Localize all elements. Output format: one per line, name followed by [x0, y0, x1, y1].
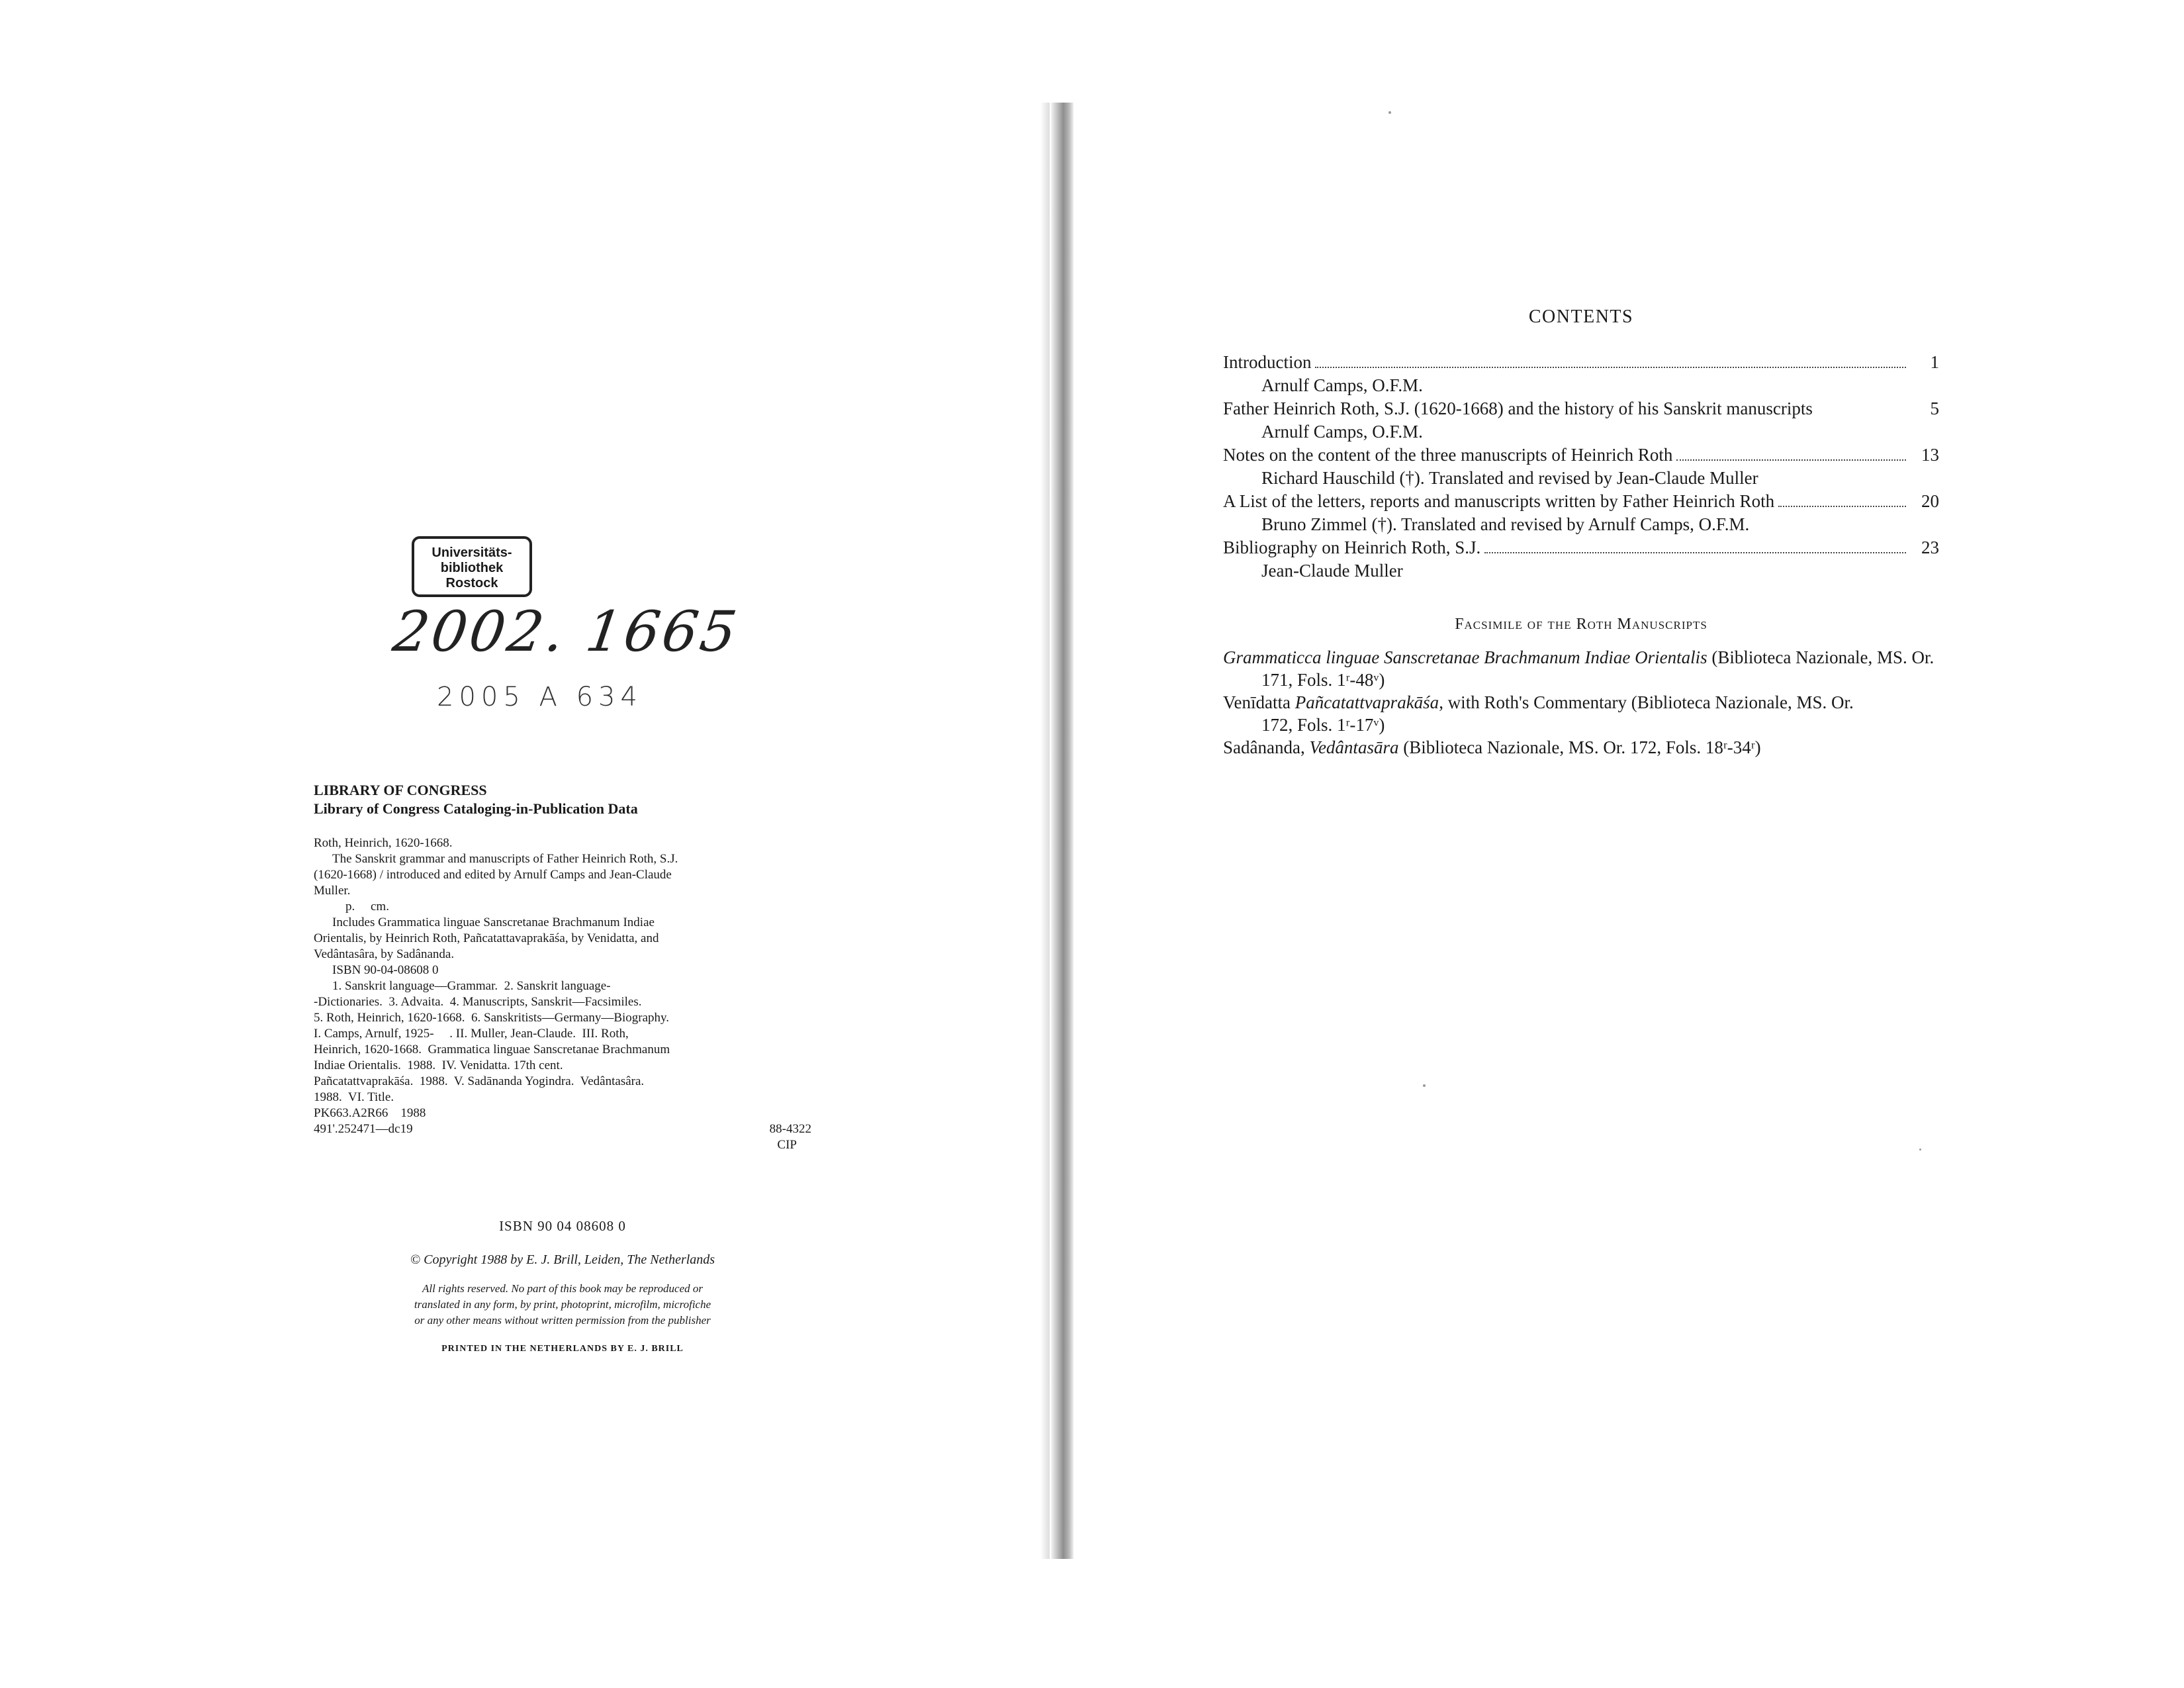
- facsimile-author: Venīdatta: [1223, 692, 1295, 712]
- toc-entry: [1223, 490, 1939, 513]
- cip-record: [314, 835, 811, 1153]
- toc-title: Notes on the content of the three manuscripts of Heinrich Roth: [1223, 445, 1673, 465]
- cip-line: 1988. VI. Title.: [314, 1090, 394, 1104]
- cip-line: Vedântasâra, by Sadânanda.: [314, 947, 455, 961]
- contents-heading: CONTENTS: [1528, 306, 1634, 327]
- facsimile-entry: [1223, 691, 1939, 714]
- facsimile-folios: 172, Fols. 1ʳ-17ᵛ): [1261, 715, 1385, 735]
- printer-line: PRINTED IN THE NETHERLANDS BY E. J. BRILL: [441, 1344, 684, 1354]
- cip-line: I. Camps, Arnulf, 1925- . II. Muller, Jean-Claude. III. Roth,: [314, 1027, 629, 1041]
- facsimile-list: [1223, 646, 1939, 759]
- table-of-contents: [1223, 351, 1939, 583]
- cip-line: 5. Roth, Heinrich, 1620-1668. 6. Sanskritists—Germany—Biography.: [314, 1011, 670, 1025]
- cip-line: PK663.A2R66 1988: [314, 1106, 426, 1120]
- facsimile-work-title: Grammaticca linguae Sanscretanae Brachmanum Indiae Orientalis: [1223, 647, 1707, 667]
- library-stamp: [412, 536, 532, 597]
- toc-page: 1: [1930, 352, 1939, 372]
- cip-header-line: LIBRARY OF CONGRESS: [314, 782, 487, 798]
- stamp-line: Rostock: [445, 576, 498, 590]
- paper-speck: [1919, 1149, 1921, 1150]
- handwritten-accession-number: 2002. 1665: [389, 599, 743, 664]
- copyright-line: © Copyright 1988 by E. J. Brill, Leiden, The Netherlands: [410, 1252, 715, 1267]
- page-gutter-edge: [1040, 103, 1050, 1559]
- toc-leader: [1315, 367, 1906, 368]
- facsimile-entry: [1223, 736, 1939, 759]
- facsimile-source: (Biblioteca Nazionale, MS. Or.: [1707, 647, 1934, 667]
- cip-line: p. cm.: [345, 900, 389, 914]
- paper-speck: [1388, 111, 1391, 114]
- cip-header: [314, 781, 638, 818]
- toc-leader: [1676, 459, 1906, 461]
- toc-entry: [1223, 444, 1939, 467]
- toc-entry: [1223, 397, 1939, 420]
- toc-title: A List of the letters, reports and manuscripts written by Father Heinrich Roth: [1223, 491, 1775, 511]
- facsimile-folios: 171, Fols. 1ʳ-48ᵛ): [1261, 670, 1385, 690]
- cip-header-line: Library of Congress Cataloging-in-Publication Data: [314, 800, 638, 817]
- toc-page: 5: [1930, 399, 1939, 418]
- facsimile-heading: Facsimile of the Roth Manuscripts: [1455, 616, 1707, 633]
- lccn: 88-4322: [769, 1122, 811, 1136]
- toc-author: Arnulf Camps, O.F.M.: [1261, 422, 1423, 442]
- facsimile-work-title: Pañcatattvaprakāśa: [1295, 692, 1439, 712]
- facsimile-author: Sadânanda,: [1223, 737, 1310, 757]
- toc-author: Arnulf Camps, O.F.M.: [1261, 375, 1423, 395]
- toc-leader: [1484, 552, 1906, 553]
- handwritten-shelf-mark: 2005 A 634: [437, 682, 643, 712]
- toc-entry: [1223, 536, 1939, 559]
- facsimile-source: , with Roth's Commentary (Biblioteca Nazionale, MS. Or.: [1439, 692, 1854, 712]
- toc-author: Bruno Zimmel (†). Translated and revised by Arnulf Camps, O.F.M.: [1261, 514, 1750, 534]
- toc-entry: [1223, 351, 1939, 374]
- cip-mark: CIP: [777, 1138, 797, 1152]
- toc-title: Introduction: [1223, 352, 1312, 372]
- cip-line: Roth, Heinrich, 1620-1668.: [314, 836, 453, 850]
- cip-line: -Dictionaries. 3. Advaita. 4. Manuscripts, Sanskrit—Facsimiles.: [314, 995, 642, 1009]
- cip-line: Pañcatattvaprakāśa. 1988. V. Sadānanda Yogindra. Vedântasâra.: [314, 1074, 645, 1088]
- toc-author: Jean-Claude Muller: [1261, 561, 1403, 581]
- cip-line: Includes Grammatica linguae Sanscretanae Brachmanum Indiae: [332, 915, 655, 929]
- cip-line: Indiae Orientalis. 1988. IV. Venidatta. 17th cent.: [314, 1058, 563, 1072]
- cip-classification-row: [314, 1121, 811, 1137]
- stamp-line: Universitäts-: [432, 545, 512, 560]
- facsimile-source: (Biblioteca Nazionale, MS. Or. 172, Fols. 18ʳ-34ʳ): [1398, 737, 1761, 757]
- facsimile-entry: [1223, 646, 1939, 669]
- rights-line: translated in any form, by print, photoprint, microfilm, microfiche: [414, 1298, 711, 1311]
- cip-line: 1. Sanskrit language—Grammar. 2. Sanskrit language-: [332, 979, 611, 993]
- cip-line: Heinrich, 1620-1668. Grammatica linguae Sanscretanae Brachmanum: [314, 1043, 670, 1056]
- toc-leader: [1778, 506, 1906, 507]
- rights-notice: [314, 1281, 811, 1329]
- toc-author: Richard Hauschild (†). Translated and revised by Jean-Claude Muller: [1261, 468, 1758, 488]
- paper-speck: [1423, 1084, 1426, 1087]
- stamp-line: bibliothek: [440, 561, 504, 575]
- cip-line: The Sanskrit grammar and manuscripts of Father Heinrich Roth, S.J.: [332, 852, 678, 866]
- cip-line: Orientalis, by Heinrich Roth, Pañcatattavaprakāśa, by Venidatta, and: [314, 931, 659, 945]
- toc-page: 23: [1921, 538, 1939, 557]
- isbn: ISBN 90 04 08608 0: [499, 1218, 626, 1234]
- facsimile-work-title: Vedântasāra: [1309, 737, 1399, 757]
- cip-line: (1620-1668) / introduced and edited by Arnulf Camps and Jean-Claude: [314, 868, 672, 882]
- toc-title: Bibliography on Heinrich Roth, S.J.: [1223, 538, 1481, 557]
- rights-line: or any other means without written permission from the publisher: [414, 1314, 711, 1327]
- cip-line: ISBN 90-04-08608 0: [332, 963, 439, 977]
- toc-title: Father Heinrich Roth, S.J. (1620-1668) and the history of his Sanskrit manuscripts: [1223, 399, 1813, 418]
- dewey-number: 491'.252471—dc19: [314, 1122, 413, 1136]
- cip-line: Muller.: [314, 884, 351, 898]
- rights-line: All rights reserved. No part of this book may be reproduced or: [422, 1282, 703, 1295]
- toc-page: 13: [1921, 445, 1939, 465]
- toc-page: 20: [1921, 491, 1939, 511]
- book-gutter: [1051, 103, 1073, 1559]
